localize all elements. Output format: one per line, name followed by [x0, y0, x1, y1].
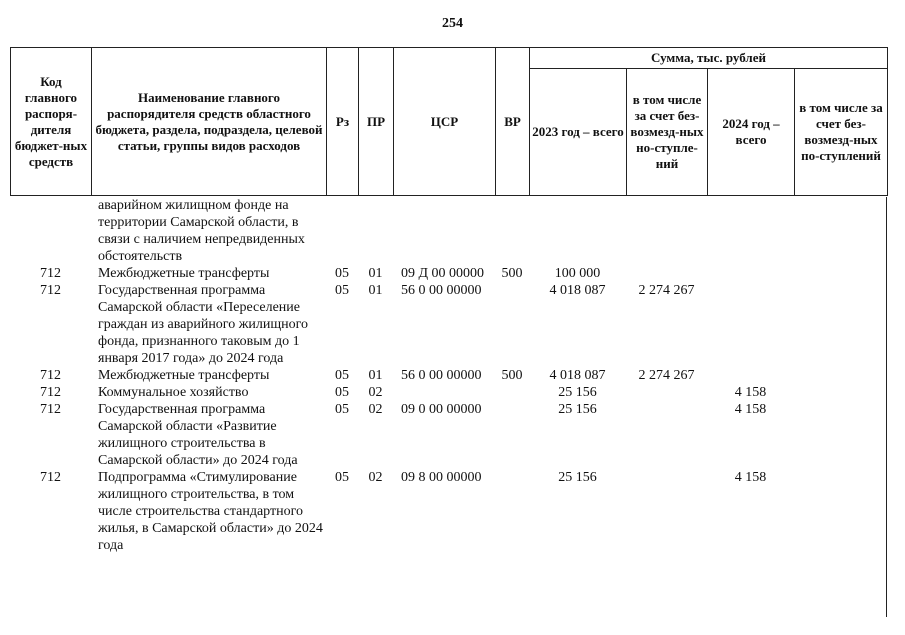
row-name: Государственная программа Самарской области «Развитие жилищного строительства в Самарской области» до 2024 года — [98, 402, 298, 468]
header-vr: ВР — [496, 48, 530, 196]
row-2023-free — [626, 265, 707, 282]
header-2023-free: в том числе за счет без-возмезд-ных но-ступле-ний — [627, 69, 708, 196]
table-row — [10, 197, 887, 265]
row-2023-total: 4 018 087 — [549, 368, 606, 383]
table-row — [10, 384, 887, 401]
row-code: 712 — [40, 368, 61, 383]
table-row — [10, 469, 887, 554]
row-2024-total — [707, 197, 794, 265]
table-row — [10, 401, 887, 469]
row-2023-total — [529, 197, 626, 265]
row-name: Коммунальное хозяйство — [98, 385, 249, 400]
row-2024-free — [794, 384, 887, 401]
row-2023-total: 4 018 087 — [549, 283, 606, 298]
row-csr: 56 0 00 00000 — [401, 368, 482, 383]
row-2024-free — [794, 401, 887, 469]
table-body — [10, 197, 887, 554]
row-csr: 56 0 00 00000 — [401, 283, 482, 298]
row-2024-free — [794, 197, 887, 265]
header-name: Наименование главного распорядителя средств областного бюджета, раздела, подраздела, целевой статьи, группы видов расходов — [92, 48, 327, 196]
row-csr: 09 0 00 00000 — [401, 402, 482, 417]
header-2023-total: 2023 год – всего — [530, 69, 627, 196]
row-pr: 01 — [368, 266, 383, 281]
row-csr — [393, 384, 495, 401]
row-rz: 05 — [335, 368, 349, 383]
row-2024-total: 4 158 — [734, 402, 767, 417]
page-number: 254 — [442, 16, 463, 31]
row-rz: 05 — [335, 266, 349, 281]
row-2024-total — [707, 367, 794, 384]
row-pr: 02 — [368, 402, 383, 417]
row-name: Межбюджетные трансферты — [98, 266, 270, 281]
table-row — [10, 282, 887, 367]
row-pr: 01 — [368, 283, 383, 298]
row-2023-free — [626, 469, 707, 554]
row-rz: 05 — [335, 470, 349, 485]
row-name: Межбюджетные трансферты — [98, 368, 270, 383]
row-name: Государственная программа Самарской области «Переселение граждан из аварийного жилищного фонда, признанного таковым до 1 января 2017 года» до 2024 года — [98, 283, 309, 366]
row-pr: 02 — [368, 470, 383, 485]
row-code: 712 — [40, 266, 61, 281]
table-header — [10, 47, 888, 196]
row-2024-free — [794, 469, 887, 554]
header-code: Код главного распоря-дителя бюджет-ных средств — [11, 48, 92, 196]
row-vr — [495, 197, 529, 265]
row-vr: 500 — [501, 368, 523, 383]
row-2023-total: 25 156 — [558, 385, 597, 400]
row-2024-total — [707, 282, 794, 367]
row-csr: 09 Д 00 00000 — [401, 266, 485, 281]
header-2024-free: в том числе за счет без-возмезд-ных по-ступлений — [795, 69, 888, 196]
row-2023-free — [626, 384, 707, 401]
table-row — [10, 265, 887, 282]
row-2023-total: 25 156 — [558, 470, 597, 485]
row-2023-free — [626, 197, 707, 265]
row-rz: 05 — [335, 283, 349, 298]
row-2024-free — [794, 367, 887, 384]
row-2023-total: 25 156 — [558, 402, 597, 417]
row-name: аварийном жилищном фонде на территории Самарской области, в связи с наличием непредвиденных обстоятельств — [98, 198, 305, 264]
table-row — [10, 367, 887, 384]
row-pr — [358, 197, 393, 265]
row-vr: 500 — [501, 266, 523, 281]
row-2024-total — [707, 265, 794, 282]
row-csr — [393, 197, 495, 265]
row-name: Подпрограмма «Стимулирование жилищного строительства, в том числе строительства стандартного жилья, в Самарской области» до 2024 года — [98, 470, 323, 553]
row-vr — [495, 469, 529, 554]
row-2024-total: 4 158 — [734, 385, 767, 400]
header-csr: ЦСР — [394, 48, 496, 196]
row-2024-total: 4 158 — [734, 470, 767, 485]
header-rz: Рз — [327, 48, 359, 196]
row-code: 712 — [40, 385, 61, 400]
row-2023-free: 2 274 267 — [638, 368, 695, 383]
row-csr: 09 8 00 00000 — [401, 470, 482, 485]
row-2023-free: 2 274 267 — [638, 283, 695, 298]
row-pr: 01 — [368, 368, 383, 383]
row-rz — [326, 197, 358, 265]
row-2024-free — [794, 282, 887, 367]
header-pr: ПР — [359, 48, 394, 196]
row-vr — [495, 384, 529, 401]
header-sum: Сумма, тыс. рублей — [530, 48, 888, 69]
row-2023-total: 100 000 — [554, 266, 601, 281]
header-2024-total: 2024 год – всего — [708, 69, 795, 196]
row-code: 712 — [40, 470, 61, 485]
row-pr: 02 — [368, 385, 383, 400]
row-vr — [495, 282, 529, 367]
row-vr — [495, 401, 529, 469]
right-border-line — [886, 197, 887, 617]
row-code: 712 — [40, 283, 61, 298]
row-2023-free — [626, 401, 707, 469]
row-2024-free — [794, 265, 887, 282]
row-code — [10, 197, 91, 265]
row-code: 712 — [40, 402, 61, 417]
row-rz: 05 — [335, 402, 349, 417]
row-rz: 05 — [335, 385, 349, 400]
